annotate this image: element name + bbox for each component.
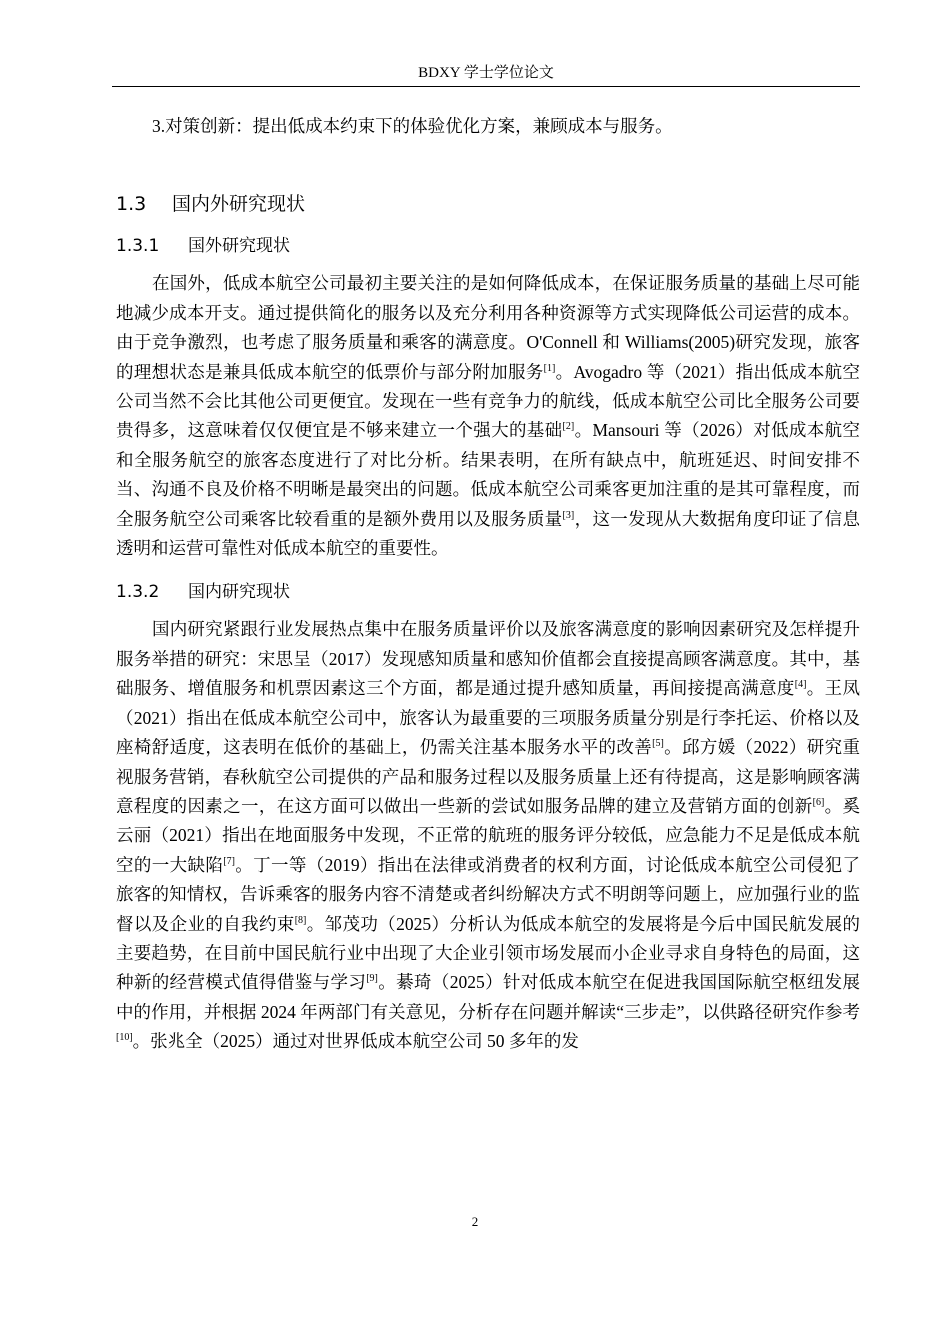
citation-ref: [6] xyxy=(812,796,825,808)
subsection-heading-foreign xyxy=(116,231,860,261)
citation-ref: [3] xyxy=(562,509,575,521)
text-run: 。张兆全（2025）通过对世界低成本航空公司 50 多年的发 xyxy=(132,1031,579,1052)
section-heading xyxy=(116,189,860,219)
citation-ref: [10] xyxy=(116,1032,133,1044)
text-run: 。邹茂功（2025）分析认为低成本航空的发展将是今后中国民航发展的主要趋势，在目前中国民航行业中出现了大企业引领市场发展而小企业寻求自身特色的局面，这种新的经营模式值得借鉴与学习 xyxy=(116,913,861,993)
paragraph-foreign-research xyxy=(116,269,860,563)
section-number: 1.3 xyxy=(116,193,147,216)
citation-ref: [4] xyxy=(794,679,807,691)
text-run: 国内研究紧跟行业发展热点集中在服务质量评价以及旅客满意度的影响因素研究及怎样提升服务举措的研究：宋思呈（2017）发现感知质量和感知价值都会直接提高顾客满意度。其中，基础服务、增值服务和机票因素这三个方面，都是通过提升感知质量，再间接提高满意度 xyxy=(116,619,860,699)
subsection-heading-domestic xyxy=(116,577,860,607)
text-run: 。王凤（2021）指出在低成本航空公司中，旅客认为最重要的三项服务质量分别是行李托运、价格以及座椅舒适度，这表明在低价的基础上，仍需关注基本服务水平的改善 xyxy=(116,678,861,758)
subsection-title: 国内研究现状 xyxy=(188,582,290,603)
text-run: 。綦琦（2025）针对低成本航空在促进我国国际航空枢纽发展中的作用，并根据 2024 年两部门有关意见，分析存在问题并解读“三步走”，以供路径研究作参考 xyxy=(116,972,861,1022)
text-run: 。丁一等（2019）指出在法律或消费者的权利方面，讨论低成本航空公司侵犯了旅客的知情权，告诉乘客的服务内容不清楚或者纠纷解决方式不明朗等问题上，应加强行业的监督以及企业的自我约束 xyxy=(116,854,861,934)
innovation-line: 3.对策创新：提出低成本约束下的体验优化方案，兼顾成本与服务。 xyxy=(152,116,673,136)
running-header: BDXY 学士学位论文 xyxy=(112,60,860,87)
paragraph-domestic-research xyxy=(116,615,860,1056)
citation-ref: [1] xyxy=(543,362,556,374)
page-content xyxy=(116,112,860,1057)
text-run: 在国外，低成本航空公司最初主要关注的是如何降低成本，在保证服务质量的基础上尽可能地减少成本开支。通过提供简化的服务以及充分利用各种资源等方式实现降低公司运营的成本。由于竞争激烈，也考虑了服务质量和乘客的满意度。O'Connell 和 Williams(2005)研究发现，旅客的理想状态是兼具低成本航空的低票价与部分附加服务 xyxy=(116,273,860,382)
text-run: 。邱方媛（2022）研究重视服务营销，春秋航空公司提供的产品和服务过程以及服务质量上还有待提高，这是影响顾客满意程度的因素之一，在这方面可以做出一些新的尝试如服务品牌的建立及营销方面的创新 xyxy=(116,737,861,816)
text-run: 。奚云丽（2021）指出在地面服务中发现，不正常的航班的服务评分较低，应急能力不足是低成本航空的一大缺陷 xyxy=(116,795,861,875)
text-run: 。Mansouri 等（2026）对低成本航空和全服务航空的旅客态度进行了对比分析。结果表明，在所有缺点中，航班延迟、时间安排不当、沟通不良及价格不明晰是最突出的问题。低成本航空公司乘客更加注重的是其可靠程度，而全服务航空公司乘客比较看重的是额外费用以及服务质量 xyxy=(116,420,861,529)
citation-ref: [9] xyxy=(366,973,378,985)
subsection-number: 1.3.2 xyxy=(116,582,160,603)
citation-ref: [7] xyxy=(223,855,235,867)
citation-ref: [2] xyxy=(562,421,575,433)
subsection-number: 1.3.1 xyxy=(116,236,160,257)
page-number: 2 xyxy=(471,1214,479,1229)
section-title: 国内外研究现状 xyxy=(172,193,306,216)
subsection-title: 国外研究现状 xyxy=(188,236,290,257)
citation-ref: [5] xyxy=(652,738,664,750)
text-run: ，这一发现从大数据角度印证了信息透明和运营可靠性对低成本航空的重要性。 xyxy=(116,508,861,559)
text-run: 。Avogadro 等（2021）指出低成本航空公司当然不会比其他公司更便宜。发现在一些有竞争力的航线，低成本航空公司比全服务公司要贵得多，这意味着仅仅便宜是不够来建立一个强大的基础 xyxy=(116,361,861,441)
citation-ref: [8] xyxy=(294,914,307,926)
